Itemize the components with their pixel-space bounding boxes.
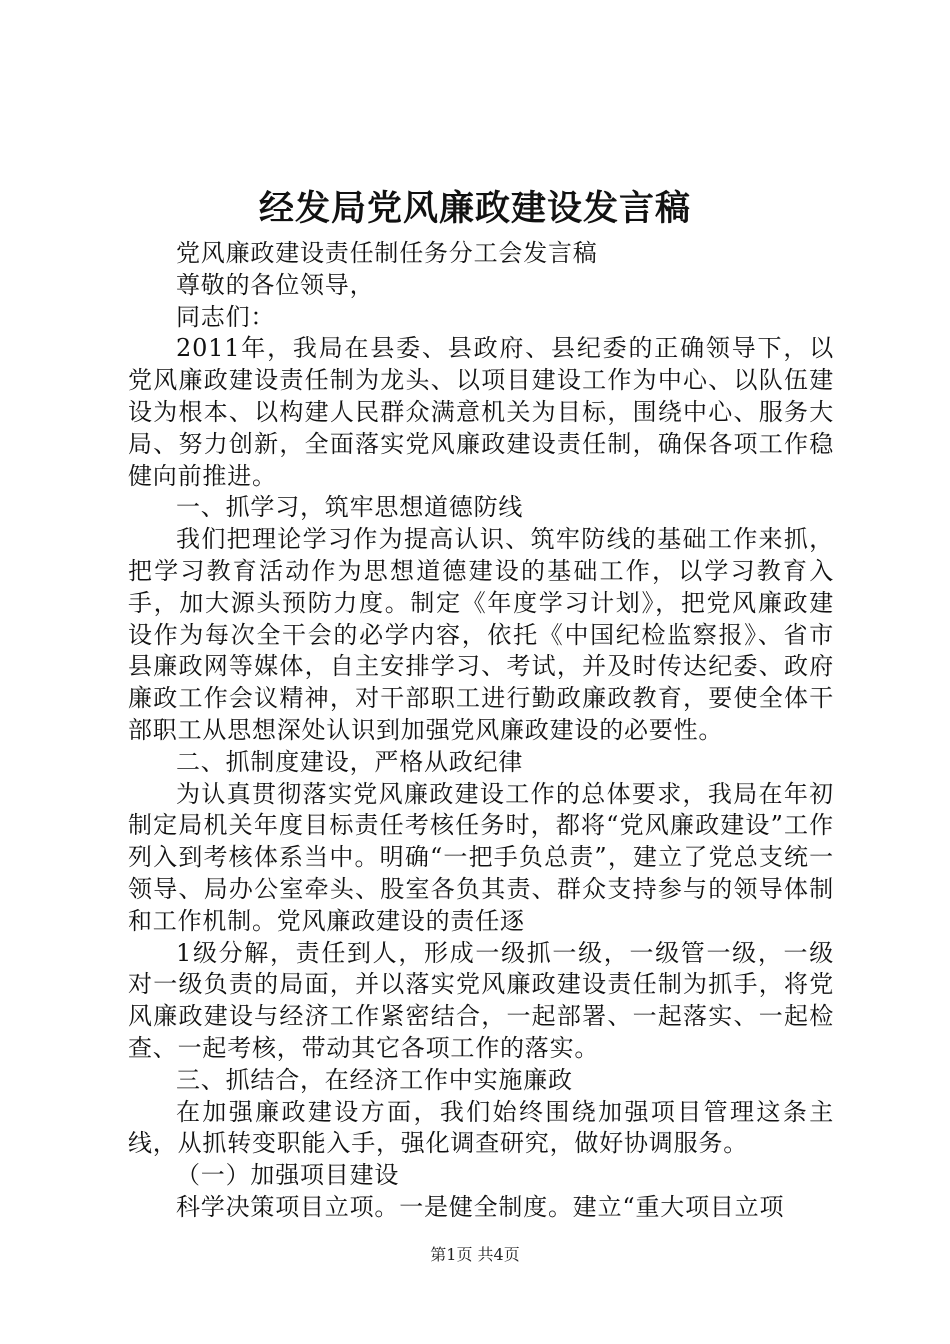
paragraph-subtitle: 党风廉政建设责任制任务分工会发言稿: [176, 239, 598, 267]
paragraph-section-1: 我们把理论学习作为提高认识、筑牢防线的基础工作来抓，把学习教育活动作为思想道德建设的基础工作，以学习教育入手，加大源头预防力度。制定《年度学习计划》，把党风廉政建设作为每次全干会的必学内容，依托《中国纪检监察报》、省市县廉政网等媒体，自主安排学习、考试，并及时传达纪委、政府廉政工作会议精神，对干部职工进行勤政廉政教育，要使全体干部职工从思想深处认识到加强党风廉政建设的必要性。: [128, 525, 834, 744]
paragraph-greeting: 同志们：: [176, 302, 276, 331]
page-footer: 第1页 共4页: [430, 1245, 520, 1264]
section-heading-1: 一、抓学习，筑牢思想道德防线: [176, 493, 524, 522]
paragraph-section-2-continued: 1级分解，责任到人，形成一级抓一级，一级管一级，一级对一级负责的局面，并以落实党风廉政建设责任制为抓手，将党风廉政建设与经济工作紧密结合，一起部署、一起落实、一起检查、一起考核，带动其它各项工作的落实。: [128, 938, 834, 1062]
document-body: [128, 238, 834, 1224]
paragraph-section-3: 在加强廉政建设方面，我们始终围绕加强项目管理这条主线，从抓转变职能入手，强化调查研究，做好协调服务。: [128, 1097, 834, 1158]
paragraph-section-2: 为认真贯彻落实党风廉政建设工作的总体要求，我局在年初制定局机关年度目标责任考核任务时，都将“党风廉政建设”工作列入到考核体系当中。明确“一把手负总责”，建立了党总支统一领导、局办公室牵头、股室各负其责、群众支持参与的领导体制和工作机制。党风廉政建设的责任逐: [128, 779, 834, 935]
subsection-heading-1: （一）加强项目建设: [176, 1161, 400, 1190]
section-heading-2: 二、抓制度建设，严格从政纪律: [176, 747, 524, 776]
paragraph-intro: 2011年，我局在县委、县政府、县纪委的正确领导下，以党风廉政建设责任制为龙头、以项目建设工作为中心、以队伍建设为根本、以构建人民群众满意机关为目标，围绕中心、服务大局、努力创新，全面落实党风廉政建设责任制，确保各项工作稳健向前推进。: [128, 334, 834, 490]
section-heading-3: 三、抓结合，在经济工作中实施廉政: [176, 1065, 573, 1094]
document-title: 经发局党风廉政建设发言稿: [258, 188, 691, 229]
paragraph-salutation: 尊敬的各位领导，: [176, 270, 375, 299]
paragraph-subsection-1: 科学决策项目立项。一是健全制度。建立“重大项目立项: [176, 1192, 785, 1221]
